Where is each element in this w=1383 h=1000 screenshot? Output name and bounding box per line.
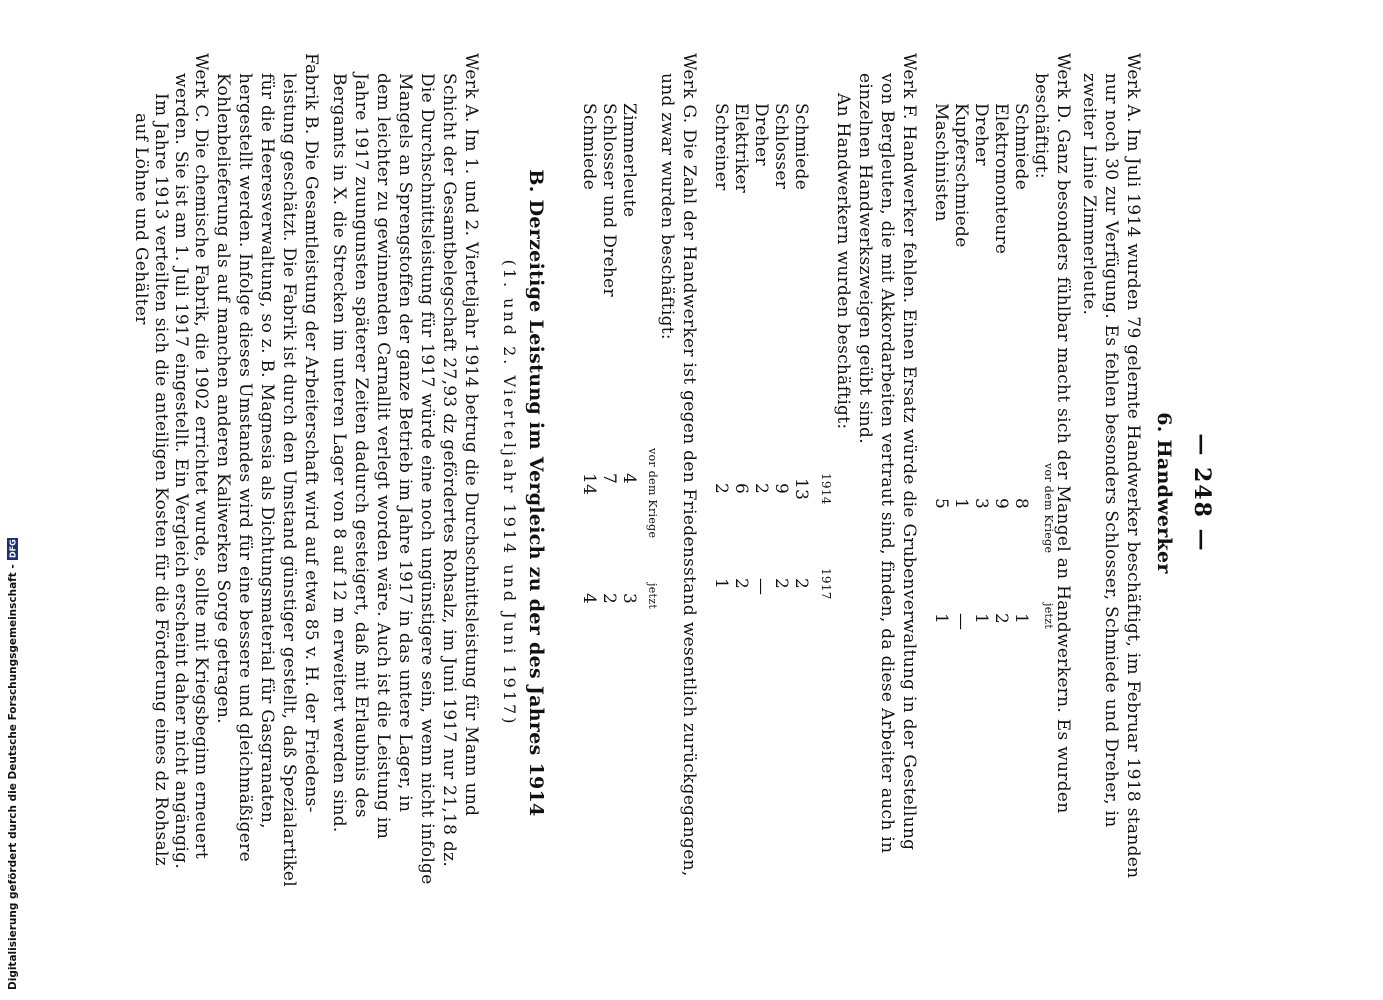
werk-f-row-b: — <box>751 578 771 596</box>
werk-f-line-2: von Bergleuten, die mit Akkordarbeiten vertraut sind, finden, da diese Arbeiter auch in <box>877 73 897 854</box>
para-werk-a-line: Bergamts in X. die Strecken im unteren Lager von 8 auf 12 m erweitert werden sind. <box>329 73 349 833</box>
werk-d-row-a: 1 <box>951 498 971 510</box>
werk-f-col-2: 1917 <box>819 568 833 600</box>
werk-g-row-a: 4 <box>619 473 639 485</box>
werk-f-row-label: Dreher <box>751 103 771 166</box>
werk-g-col-1: vor dem Kriege <box>646 448 659 539</box>
para-werk-c-line: auf Löhne und Gehälter <box>131 113 151 325</box>
werk-d-row-label: Elektromonteure <box>991 103 1011 255</box>
werk-f-row-label: Elektriker <box>731 103 751 194</box>
werk-f-col-1: 1914 <box>819 473 833 505</box>
werk-d-row-label: Kupferschmiede <box>951 103 971 248</box>
rotated-page <box>121 0 1251 993</box>
werk-f-row-a: 2 <box>751 483 771 495</box>
werk-d-row-b: 2 <box>991 613 1011 625</box>
para-werk-c-line: werden. Sie ist am 1. Juli 1917 eingestellt. Ein Vergleich erscheint daher nicht angängig. <box>171 73 191 870</box>
werk-d-row-label: Dreher <box>971 103 991 166</box>
werk-d-row-a: 5 <box>931 498 951 510</box>
werk-d-row-label: Schmiede <box>1011 103 1031 191</box>
page-number: — 248 — <box>1189 433 1215 553</box>
werk-d-col-1: vor dem Kriege <box>1042 463 1055 554</box>
footer-text: Digitalisierung gefördert durch die Deutsche Forschungsgemeinschaft - <box>7 564 19 990</box>
werk-d-row-b: 1 <box>971 613 991 625</box>
werk-f-row-label: Schreiner <box>711 103 731 191</box>
werk-f-row-label: Schmiede <box>791 103 811 191</box>
werk-g-line-2: und zwar wurden beschäftigt: <box>657 73 677 340</box>
heading-b: B. Derzeitige Leistung im Vergleich zu der des Jahres 1914 <box>525 169 547 817</box>
werk-d-line-2: beschäftigt: <box>1031 73 1051 179</box>
para-fabrik-b-line: Kohlenbelieferung als auf manchen anderen Kaliwerken Sorge getragen. <box>213 73 233 724</box>
werk-g-col-2: jetzt <box>646 583 659 610</box>
werk-f-row-b: 2 <box>731 578 751 590</box>
werk-f-row-a: 2 <box>711 483 731 495</box>
werk-d-row-a: 8 <box>1011 498 1031 510</box>
werk-f-line-1: Werk F. Handwerker fehlen. Einen Ersatz würde die Grubenverwaltung in der Gestellung <box>899 53 919 851</box>
para-werk-a-line: Werk A. Im 1. und 2. Vierteljahr 1914 betrug die Durchschnittsleistung für Mann und <box>461 53 481 817</box>
werk-g-row-b: 2 <box>599 593 619 605</box>
werk-g-row-label: Zimmerleute <box>619 103 639 218</box>
werk-f-row-b: 2 <box>771 578 791 590</box>
werk-g-row-b: 4 <box>579 593 599 605</box>
werk-f-row-a: 13 <box>791 478 811 501</box>
section-heading: 6. Handwerker <box>1153 412 1175 574</box>
werk-f-row-b: 1 <box>711 578 731 590</box>
werk-f-line-3: einzelnen Handwerkszweigen geübt sind. <box>855 73 875 444</box>
werk-d-row-b: 1 <box>1011 613 1031 625</box>
page-content <box>121 0 1251 993</box>
werk-f-row-a: 6 <box>731 483 751 495</box>
werk-f-row-b: 2 <box>791 578 811 590</box>
werk-d-row-label: Maschinisten <box>931 103 951 222</box>
werk-d-col-2: jetzt <box>1042 603 1055 630</box>
dfg-logo: DFG <box>8 539 18 559</box>
werk-a-line-3: zweiter Linie Zimmerleute. <box>1079 73 1099 316</box>
footer-credit <box>4 40 22 990</box>
para-fabrik-b-line: Fabrik B. Die Gesamtleistung der Arbeiterschaft wird auf etwa 85 v. H. der Friedens- <box>301 53 321 813</box>
para-werk-c-line: Werk C. Die chemische Fabrik, die 1902 errichtet wurde, sollte mit Kriegsbeginn erneuert <box>191 53 211 859</box>
para-werk-a-line: Die Durchschnittsleistung für 1917 würde eine noch ungünstigere sein, wenn nicht infolge <box>417 73 437 885</box>
para-fabrik-b-line: leistung geschätzt. Die Fabrik ist durch den Umstand günstiger gestellt, daß Spezialartikel <box>279 73 299 888</box>
werk-a-line-2: nur noch 30 zur Verfügung. Es fehlen besonders Schlosser, Schmiede und Dreher, in <box>1101 73 1121 828</box>
werk-g-row-b: 3 <box>619 593 639 605</box>
werk-d-row-b: 1 <box>931 613 951 625</box>
para-werk-a-line: dem leichter zu gewinnenden Carnallit verlegt worden wäre. Auch ist die Leistung im <box>373 73 393 840</box>
werk-g-row-a: 7 <box>599 473 619 485</box>
werk-f-line-4: An Handwerkern wurden beschäftigt: <box>833 93 853 430</box>
werk-a-line-1: Werk A. Im Juli 1914 wurden 79 gelernte Handwerker beschäftigt, im Februar 1918 standen <box>1123 53 1143 879</box>
werk-d-row-a: 3 <box>971 498 991 510</box>
werk-g-line-1: Werk G. Die Zahl der Handwerker ist gegen den Friedensstand wesentlich zurückgegangen, <box>679 53 699 877</box>
werk-d-line-1: Werk D. Ganz besonders fühlbar macht sich der Mangel an Handwerkern. Es wurden <box>1053 53 1073 814</box>
para-fabrik-b-line: hergestellt werden. Infolge dieses Umstandes wird für eine bessere und gleichmäßigere <box>235 73 255 862</box>
werk-f-row-a: 9 <box>771 483 791 495</box>
para-werk-a-line: Jahre 1917 zuungunsten späterer Zeiten dadurch gesteigert, daß mit Erlaubnis des <box>351 73 371 818</box>
heading-b-subtitle: (1. und 2. Vierteljahr 1914 und Juni 1917) <box>500 259 519 727</box>
para-werk-a-line: Mangels an Sprengstoffen der ganze Betrieb im Jahre 1917 in das untere Lager, in <box>395 73 415 813</box>
werk-f-row-label: Schlosser <box>771 103 791 190</box>
para-fabrik-b-line: für die Heeresverwaltung, so z. B. Magnesia als Dichtungsmaterial für Gasgranaten, <box>257 73 277 829</box>
werk-g-row-label: Schlosser und Dreher <box>599 103 619 297</box>
para-werk-c-line: Im Jahre 1913 verteilten sich die anteiligen Kosten für die Förderung eines dz Rohsalz <box>151 93 171 866</box>
werk-d-row-a: 9 <box>991 498 1011 510</box>
para-werk-a-line: Schicht der Gesamtbelegschaft 27,93 dz gefördertes Rohsalz, im Juni 1917 nur 21,18 dz. <box>439 73 459 868</box>
werk-g-row-label: Schmiede <box>579 103 599 191</box>
werk-g-row-a: 14 <box>579 473 599 496</box>
werk-d-row-b: — <box>951 613 971 631</box>
